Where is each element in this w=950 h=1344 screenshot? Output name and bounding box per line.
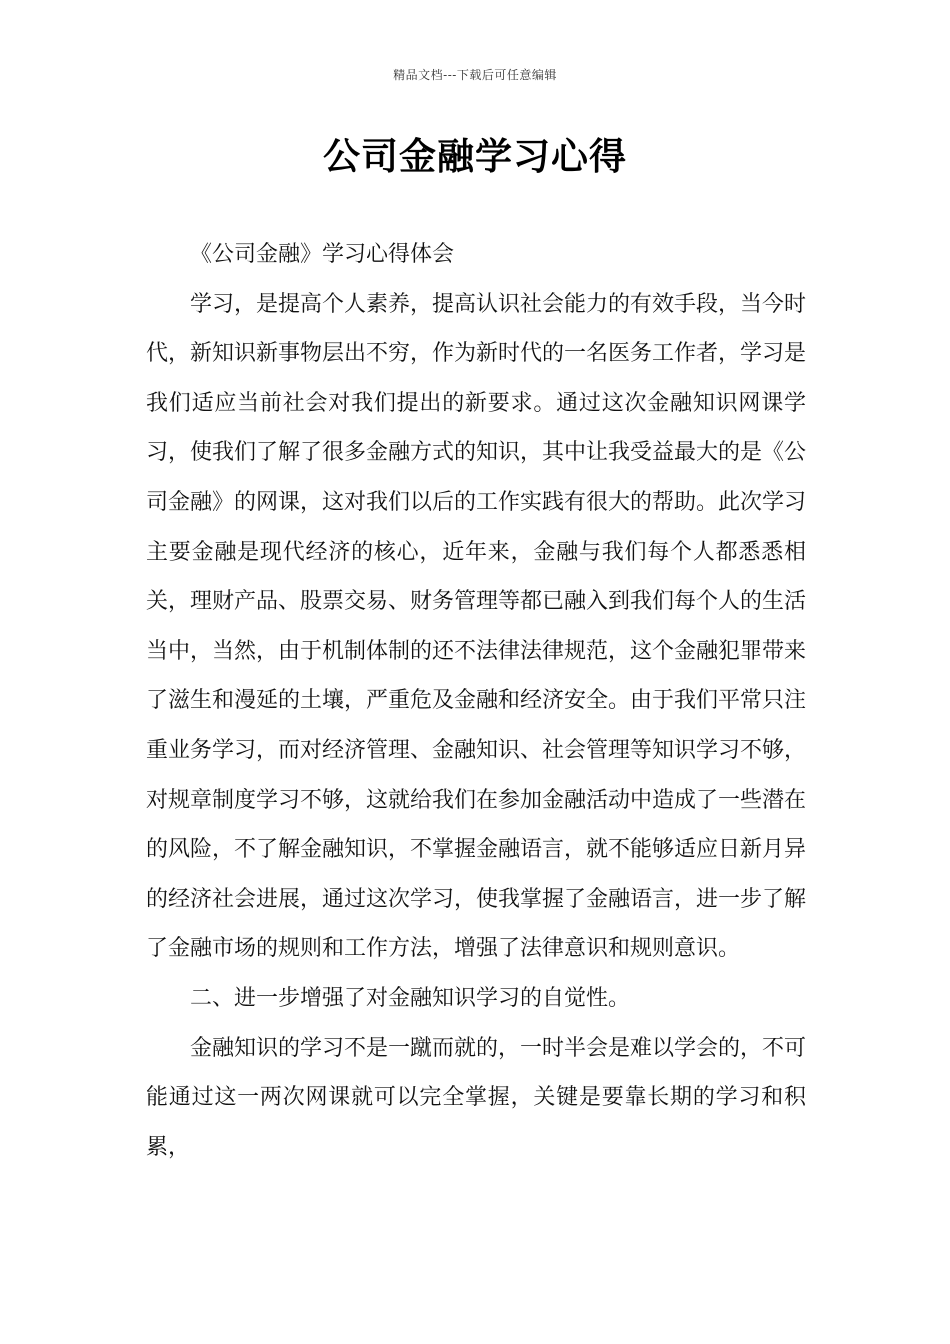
body-paragraph: 学习，是提高个人素养，提高认识社会能力的有效手段，当今时代，新知识新事物层出不穷，作为新时代的一名医务工作者，学习是我们适应当前社会对我们提出的新要求。通过这次金融知识网课学习，使我们了解了很多金融方式的知识，其中让我受益最大的是《公司金融》的网课，这对我们以后的工作实践有很大的帮助。此次学习主要金融是现代经济的核心，近年来，金融与我们每个人都悉悉相关，理财产品、股票交易、财务管理等都已融入到我们每个人的生活当中，当然，由于机制体制的还不法律法律规范，这个金融犯罪带来了滋生和漫延的土壤，严重危及金融和经济安全。由于我们平常只注重业务学习，而对经济管理、金融知识、社会管理等知识学习不够，对规章制度学习不够，这就给我们在参加金融活动中造成了一些潜在的风险，不了解金融知识，不掌握金融语言，就不能够适应日新月异的经济社会进展，通过这次学习，使我掌握了金融语言，进一步了解了金融市场的规则和工作方法，增强了法律意识和规则意识。 — [146, 291, 807, 962]
document-body — [146, 230, 806, 1172]
section-heading-paragraph: 二、进一步增强了对金融知识学习的自觉性。 — [190, 985, 631, 1011]
page-title: 公司金融学习心得 — [323, 135, 627, 178]
body-paragraph: 金融知识的学习不是一蹴而就的，一时半会是难以学会的，不可能通过这一两次网课就可以完全掌握，关键是要靠长期的学习和积累， — [146, 1035, 807, 1160]
header-note: 精品文档---下载后可任意编辑 — [393, 68, 557, 82]
subtitle-paragraph: 《公司金融》学习心得体会 — [190, 242, 455, 267]
